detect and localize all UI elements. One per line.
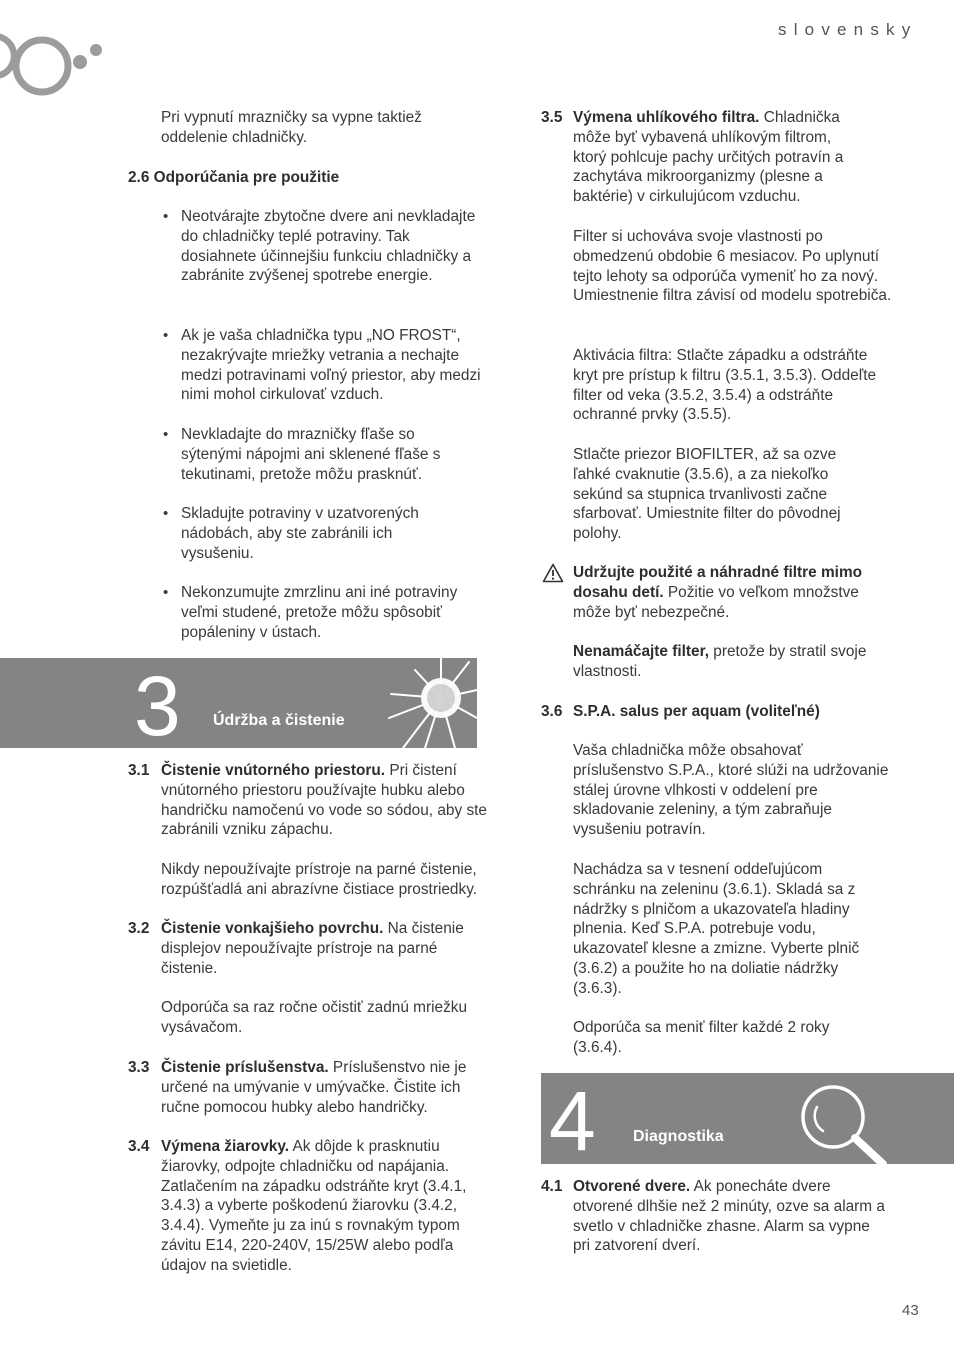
section-3-5-text [573,108,865,207]
section-body: Príslušenstvo nie je určené na umývanie v umývačke. Čistite ich ručne pomocou hubky alebo handričky. [161,1059,467,1116]
section-title: Čistenie vnútorného priestoru. [161,762,386,779]
section-body: Ak dôjde k prasknutiu žiarovky, odpojte chladničku od napájania. Zatlačením na západku odstráňte kryt (3.4.1, 3.4.3) a vyberte poškodenú žiarovku (3.4.2, 3.4.4). Vymeňte ju za inú s rovnakým typom závitu E14, 220-240V, 15/25W alebo podľa údajov na svietidle. [161,1138,467,1274]
list-item: Neotvárajte zbytočne dvere ani nevkladajte do chladničky teplé potraviny. Tak dosiahnete účinnejšiu funkciu chladničky a zabránite zvýšenej spotrebe energie. [181,208,476,285]
section-3-6-heading: S.P.A. salus per aquam (voliteľné) [573,703,820,720]
list-item: Ak je vaša chladnička typu „NO FROST“, nezakrývajte mriežky vetrania a nechajte medzi potravinami voľný priestor, aby medzi nimi mohol cirkulovať vzduch. [181,327,481,404]
section-3-1-note: Nikdy nepoužívajte prístroje na parné čistenie, rozpúšťadlá ani abrazívne čistiace prostriedky. [161,861,478,898]
language-label: slovensky [778,20,918,39]
chapter-title: Údržba a čistenie [213,712,345,729]
warning-triangle-icon [542,563,564,583]
section-3-6-paragraph: Nachádza sa v tesnení oddeľujúcom schránku na zeleninu (3.6.1). Skladá sa z nádržky s plničom a ukazovateľa hladiny plnenia. Keď S.P.A. potrebuje vodu, ukazovateľ klesne a zmizne. Vyberte plnič (3.6.2) a použite ho na doliatie nádržky (3.6.3). [573,861,860,997]
section-number: 3.2 [128,920,150,937]
section-3-5-paragraph: Aktivácia filtra: Stlačte západku a odstráňte kryt pre prístup k filtru (3.5.1, 3.5.3). Oddeľte filter od veka (3.5.2, 3.5.4) a odstráňte ochranné prvky (3.5.5). [573,347,877,424]
magnifier-icon [799,1081,899,1164]
section-3-5-paragraph: Stlačte priezor BIOFILTER, až sa ozve ľahké cvaknutie (3.5.6), a za niekoľko sekúnd sa stupnica trvanlivosti začne sfarbovať. Umiestnite filter do pôvodnej polohy. [573,446,841,543]
section-3-5-paragraph: Filter si uchováva svoje vlastnosti po obmedzenú obdobie 6 mesiacov. Po uplynutí tejto lehoty sa odporúča vymeniť ho za nový. Umiestnenie filtra závisí od modelu spotrebiča. [573,228,892,305]
warning-text [573,563,895,622]
section-number: 3.4 [128,1138,150,1155]
section-title: Výmena žiarovky. [161,1138,290,1155]
section-number: 3.6 [541,703,563,720]
bullet-dot: • [163,505,169,522]
filter-note-title: Nenamáčajte filter, [573,643,710,660]
section-number: 3.3 [128,1059,150,1076]
bullet-dot: • [163,208,169,225]
chapter-number: 3 [134,659,181,748]
chapter-3-banner [0,658,477,748]
page-number: 43 [902,1302,919,1319]
list-item: Nevkladajte do mrazničky fľaše so sýtenými nápojmi ani sklenené fľaše s tekutinami, pretože môžu prasknúť. [181,426,441,483]
section-2-6-heading: 2.6 Odporúčania pre použitie [128,169,340,186]
list-item: Skladujte potraviny v uzatvorených nádobách, aby ste zabránili ich vysušeniu. [181,505,419,562]
chapter-number: 4 [549,1074,596,1164]
chapter-4-banner [541,1073,954,1164]
section-title: Výmena uhlíkového filtra. [573,109,760,126]
section-body: Pri čistení vnútorného priestoru používajte hubku alebo handričku namočenú vo vode so sódou, aby ste zabránili vzniku zápachu. [161,762,487,839]
circles-logo-icon [0,18,110,108]
filter-note-body: pretože by stratil svoje vlastnosti. [573,643,867,680]
section-4-1-text [573,1177,891,1256]
bullet-dot: • [163,584,169,601]
section-3-6-paragraph: Vaša chladnička môže obsahovať príslušenstvo S.P.A., ktoré slúži na udržovanie stálej úrovne vlhkosti v oddelení pre skladovanie zeleniny, a tým zabraňuje vysušeniu potravín. [573,742,889,839]
warning-title: Udržujte použité a náhradné filtre mimo dosahu detí. [573,564,863,601]
section-title: Otvorené dvere. [573,1178,691,1195]
bullet-dot: • [163,426,169,443]
section-body: Na čistenie displejov nepoužívajte prístroje na parné čistenie. [161,920,464,977]
section-3-2-text [161,919,486,978]
section-3-1-text [161,761,491,840]
sparkle-icon [385,658,477,748]
section-3-3-text [161,1058,491,1117]
section-body: Chladnička môže byť vybavená uhlíkovým filtrom, ktorý pohlcuje pachy určitých potravín a zachytáva mikroorganizmy (plesne a baktérie) v cirkulujúcom vzduchu. [573,109,844,206]
section-3-4-text [161,1137,491,1276]
section-body: Ak ponecháte dvere otvorené dlhšie než 2 minúty, ozve sa alarm a svetlo v chladničke zhasne. Alarm sa vypne pri zatvorení dverí. [573,1178,885,1255]
intro-paragraph: Pri vypnutí mrazničky sa vypne taktiež oddelenie chladničky. [161,109,422,146]
chapter-title: Diagnostika [633,1128,724,1145]
bullet-dot: • [163,327,169,344]
filter-note [573,642,893,682]
section-3-2-note: Odporúča sa raz ročne očistiť zadnú mriežku vysávačom. [161,999,468,1036]
section-title: Čistenie vonkajšieho povrchu. [161,920,384,937]
section-title: Čistenie príslušenstva. [161,1059,329,1076]
section-number: 3.1 [128,762,150,779]
section-number: 3.5 [541,109,563,126]
warning-body: Požitie vo veľkom množstve môže byť nebezpečné. [573,583,859,621]
section-3-6-paragraph: Odporúča sa meniť filter každé 2 roky (3.6.4). [573,1019,830,1056]
list-item: Nekonzumujte zmrzlinu ani iné potraviny veľmi studené, pretože môžu spôsobiť popáleniny v ústach. [181,584,458,641]
section-number: 4.1 [541,1178,563,1195]
